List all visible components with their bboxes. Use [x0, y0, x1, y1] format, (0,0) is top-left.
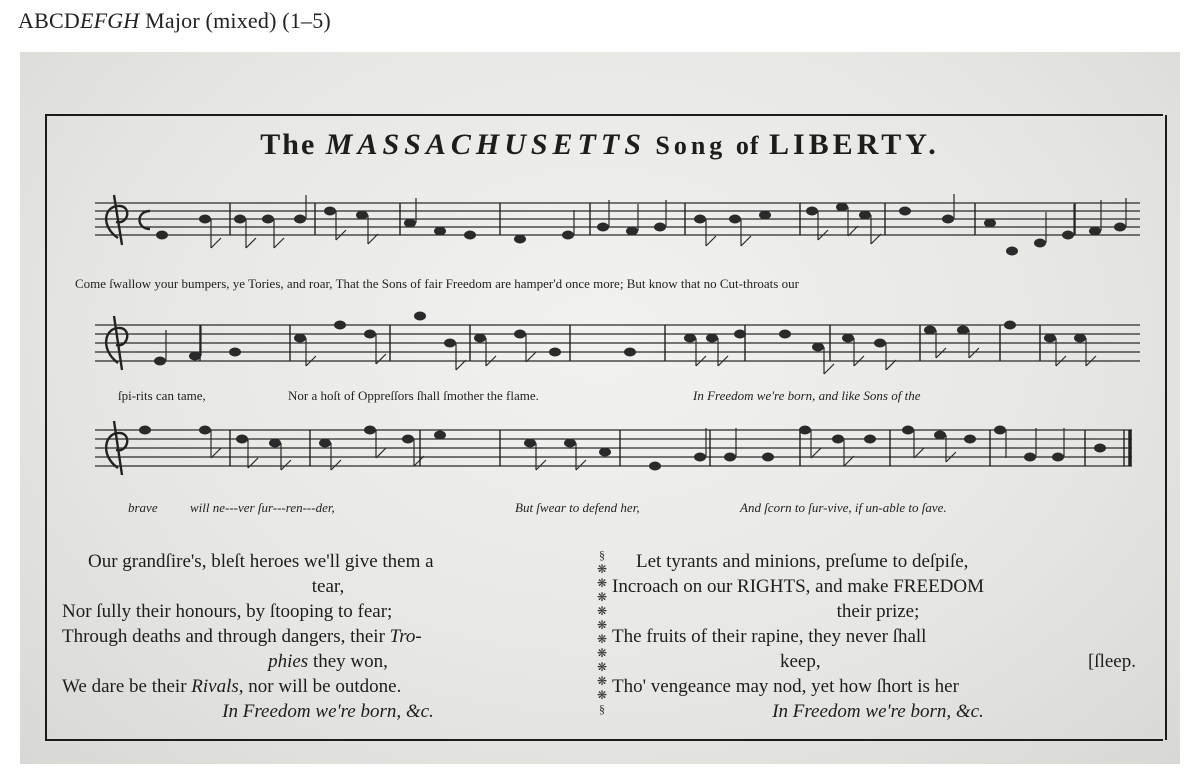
verse-right — [612, 549, 1144, 724]
lyric-line-3d: And ſcorn to ſur-vive, if un-able to ſave. — [740, 500, 947, 515]
note-flags — [211, 226, 1096, 470]
verse-left-line-1: Our grandſire's, bleſt heroes we'll give them a — [88, 551, 434, 572]
verse-left-line-2: tear, — [311, 576, 345, 597]
title-the: The — [260, 128, 317, 161]
title-song: Song — [655, 131, 727, 160]
title-of: of — [735, 131, 760, 160]
verse-right-line-5b: [ſleep. — [1087, 651, 1136, 672]
verse-left-line-6b: Rivals — [191, 676, 239, 697]
verse-left-refrain: In Freedom we're born, &c. — [222, 701, 434, 722]
verse-left-line-6 — [62, 674, 594, 699]
verse-right-line-5 — [612, 649, 1144, 674]
time-signature — [140, 211, 151, 229]
lyric-line-2b: Nor a hoſt of Oppreſſors ſhall ſmother the flame. — [288, 388, 539, 403]
verse-left-line-6c: , nor will be outdone. — [238, 676, 402, 697]
staff-2 — [95, 325, 1140, 361]
verse-left-line-6a: We dare be their — [62, 676, 192, 697]
verse-right-line-4: The fruits of their rapine, they never ſhall — [612, 626, 927, 647]
verse-right-line-7 — [612, 699, 1144, 724]
verse-right-line-2: Incroach on our RIGHTS, and make FREEDOM — [612, 576, 985, 597]
verse-right-line-3: their prize; — [836, 601, 920, 622]
lyric-line-3a: brave — [128, 500, 158, 515]
verse-left-line-4a: Through deaths and through dangers, their — [62, 626, 390, 647]
verse-left-line-4b: Tro- — [389, 626, 422, 647]
verse-left-line-4 — [62, 624, 594, 649]
ornamental-divider: § ❋ ❋ ❋ ❋ ❋ ❋ ❋ ❋ ❋ ❋ § — [596, 548, 608, 716]
verse-left-line-5 — [62, 649, 594, 674]
title-massachusetts: MASSACHUSETTS — [325, 128, 646, 161]
caption-prefix: ABCD — [18, 8, 80, 33]
verse-right-line-1: Let tyrants and minions, preſume to deſpiſe, — [636, 551, 969, 572]
lyric-line-3c: But ſwear to defend her, — [515, 500, 640, 515]
clefs — [106, 195, 127, 475]
verse-left — [62, 549, 594, 724]
staff-3 — [95, 430, 1132, 466]
verse-left-line-7 — [62, 699, 594, 724]
verse-right-line-6: Tho' vengeance may nod, yet how ſhort is her — [612, 676, 959, 697]
staff-1 — [95, 203, 1140, 235]
verse-left-line-5b: they won, — [308, 651, 388, 672]
lyric-line-2a: ſpi-rits can tame, — [118, 388, 206, 403]
lyric-line-1: Come ſwallow your bumpers, ye Tories, and roar, That the Sons of fair Freedom are hamper'd once more; But know that no Cut-throats our — [75, 276, 799, 291]
verse-left-line-5a: phies — [268, 651, 309, 672]
lyric-line-2c: In Freedom we're born, and like Sons of the — [693, 388, 921, 403]
title-liberty: LIBERTY. — [768, 128, 940, 161]
caption-italic: EFGH — [79, 8, 140, 33]
lyric-line-3b: will ne---ver ſur---ren---der, — [190, 500, 335, 515]
verse-right-refrain: In Freedom we're born, &c. — [772, 701, 984, 722]
verse-left-line-3: Nor ſully their honours, by ſtooping to fear; — [62, 601, 393, 622]
caption-rest: Major (mixed) (1–5) — [139, 8, 331, 33]
verse-right-line-5a: keep, — [780, 651, 821, 672]
